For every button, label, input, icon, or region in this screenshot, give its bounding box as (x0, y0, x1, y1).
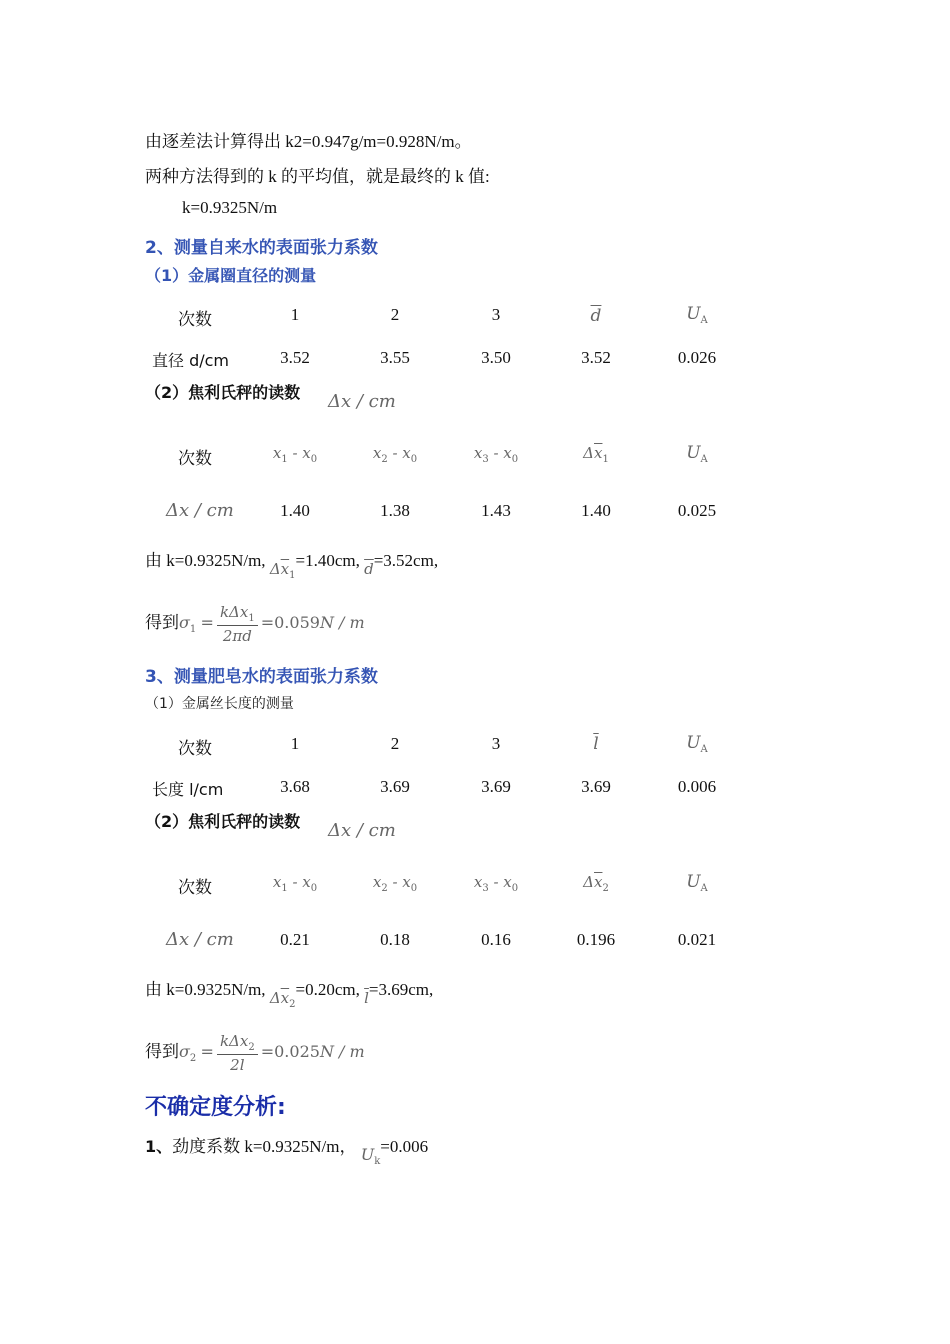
intro-line-1: 由逐差法计算得出 k2=0.947g/m=0.928N/m。 (145, 132, 472, 151)
header-mean-dx2: $\Delta\overline{x}_2$ (583, 873, 609, 894)
section-2-heading: 2、测量自来水的表面张力系数 (145, 238, 378, 258)
header-1: 1 (290, 305, 300, 324)
section-2-sub2-unit: Δx / cm (328, 391, 396, 412)
table-cell: 0.021 (677, 930, 717, 949)
section-3-sub1: （1）金属丝长度的测量 (145, 696, 294, 712)
given-line-3: 由 k=0.9325N/m, $\Delta\overline{x}_2=0.20cm$, $\overline{l}=3.69cm$, (145, 980, 434, 1010)
section-3-sub2: （2）焦利氏秤的读数 (145, 812, 301, 831)
table-cell: 0.025 (677, 501, 717, 520)
row-label-diameter: 直径 d/cm (152, 351, 230, 370)
section-3-sub2-unit: Δx / cm (328, 820, 396, 841)
header-2: 2 (390, 734, 400, 753)
header-1: 1 (290, 734, 300, 753)
table-cell: 0.196 (576, 930, 616, 949)
header-x2-x0: $x_2 - x_0$ (372, 873, 418, 894)
table-cell: 0.026 (677, 348, 717, 367)
header-mean-dx1: $\Delta\overline{x}_1$ (583, 444, 609, 465)
header-mean-l: $\overline{l}$ (593, 734, 599, 754)
header-cishu: 次数 (178, 310, 212, 330)
header-ua: $U_A$ (686, 443, 708, 465)
section-2-sub1: （1）金属圈直径的测量 (145, 266, 317, 285)
header-x2-x0: $x_2 - x_0$ (372, 444, 418, 465)
result-line-2: 得到$\sigma_1$ = $\frac{k\Delta x_1}{2\pi d}$ =0.059N / m (145, 603, 365, 645)
table-cell: 3.69 (581, 777, 611, 796)
row-label-dx: Δx / cm (166, 500, 234, 521)
header-cishu: 次数 (178, 449, 212, 469)
given-line-2: 由 k=0.9325N/m, $\Delta\overline{x}_1=1.40cm$, $\overline{d}=3.52cm$, (145, 551, 439, 581)
table-cell: 0.18 (380, 930, 410, 949)
table-cell: 1.43 (481, 501, 511, 520)
section-2-sub2: （2）焦利氏秤的读数 (145, 383, 301, 402)
header-ua: $U_A$ (686, 733, 708, 755)
table-cell: 3.68 (280, 777, 310, 796)
table-cell: 3.50 (481, 348, 511, 367)
table-cell: 3.52 (581, 348, 611, 367)
header-ua: $U_A$ (686, 304, 708, 326)
header-x3-x0: $x_3 - x_0$ (473, 873, 519, 894)
table-cell: 3.52 (280, 348, 310, 367)
table-cell: 0.21 (280, 930, 310, 949)
row-label-length: 长度 l/cm (152, 780, 224, 799)
table-cell: 3.55 (380, 348, 410, 367)
table-cell: 1.40 (280, 501, 310, 520)
table-cell: 0.16 (481, 930, 511, 949)
section-3-heading: 3、测量肥皂水的表面张力系数 (145, 667, 378, 687)
table-cell: 3.69 (380, 777, 410, 796)
intro-line-3: k=0.9325N/m (182, 198, 278, 217)
row-label-dx: Δx / cm (166, 929, 234, 950)
header-2: 2 (390, 305, 400, 324)
uncertainty-item-1: 1、劲度系数 k=0.9325N/m， $U_k=0.006$ (145, 1137, 429, 1167)
intro-line-2: 两种方法得到的 k 的平均值，就是最终的 k 值: (145, 167, 490, 186)
header-x1-x0: $x_1 - x_0$ (272, 873, 318, 894)
header-x3-x0: $x_3 - x_0$ (473, 444, 519, 465)
header-cishu: 次数 (178, 739, 212, 759)
header-mean-d: $\overline{d}$ (590, 306, 602, 326)
header-3: 3 (491, 734, 501, 753)
uncertainty-heading: 不确定度分析: (145, 1095, 286, 1120)
header-ua: $U_A$ (686, 872, 708, 894)
header-cishu: 次数 (178, 878, 212, 898)
table-cell: 1.38 (380, 501, 410, 520)
result-line-3: 得到$\sigma_2$ = $\frac{k\Delta x_2}{2l}$ =0.025N / m (145, 1032, 365, 1074)
table-cell: 0.006 (677, 777, 717, 796)
table-cell: 1.40 (581, 501, 611, 520)
header-x1-x0: $x_1 - x_0$ (272, 444, 318, 465)
header-3: 3 (491, 305, 501, 324)
table-cell: 3.69 (481, 777, 511, 796)
